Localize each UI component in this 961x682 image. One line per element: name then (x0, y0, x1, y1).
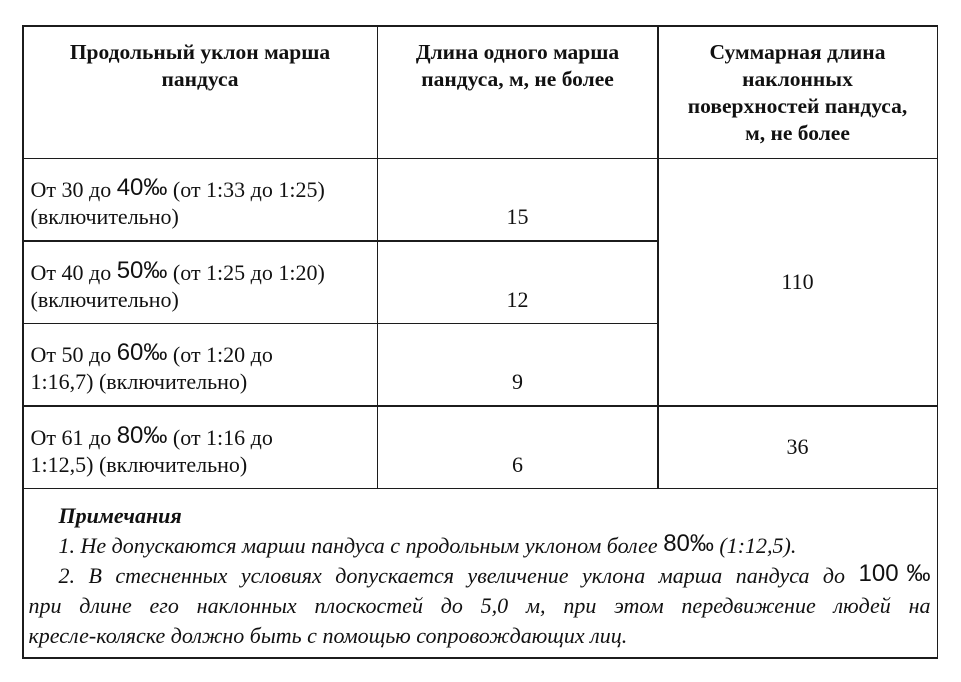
header-slope (24, 27, 377, 158)
row-1-march-length (378, 159, 657, 240)
march-length-value: 12 (506, 286, 529, 312)
notes-title: Примечания (58, 503, 182, 528)
note-1-suffix: (1:12,5). (713, 533, 797, 558)
note-2-value: 100‰ (858, 560, 931, 587)
slope-value: 50‰ (116, 256, 168, 284)
slope-prefix: От 50 до (30, 342, 117, 367)
slope-prefix: От 30 до (30, 177, 117, 202)
note-1-value: 80‰ (663, 530, 714, 557)
slope-prefix: От 61 до (30, 424, 117, 450)
total-length-row-4 (659, 407, 937, 488)
note-2-line-3: кресле-коляске должно быть с помощью сопровождающих лиц. (28, 623, 628, 648)
header-total-length (659, 27, 937, 158)
total-length-value: 110 (781, 269, 814, 294)
header-march-length-line: Длина одного марша (415, 39, 620, 64)
notes-section (24, 489, 937, 657)
row-4-slope (24, 407, 377, 488)
slope-suffix: (от 1:16 до (167, 424, 273, 450)
slope-suffix: (от 1:20 до (167, 342, 273, 367)
slope-line-2: (включительно) (30, 204, 179, 229)
total-length-rows-1-3 (659, 159, 937, 405)
row-1-slope (24, 159, 377, 240)
slope-value: 80‰ (116, 421, 168, 449)
slope-value: 40‰ (116, 174, 168, 201)
slope-line-1 (30, 421, 377, 451)
march-length-value: 6 (512, 451, 523, 477)
slope-suffix: (от 1:25 до 1:20) (167, 259, 325, 285)
row-2-march-length (378, 242, 657, 323)
note-1-text: 1. Не допускаются марши пандуса с продольным уклоном более (58, 533, 664, 558)
row-3-slope (24, 324, 377, 405)
march-length-value: 15 (506, 204, 529, 229)
header-slope-line: Продольный уклон марша (69, 39, 331, 64)
row-2-slope (24, 242, 377, 323)
march-length-value: 9 (512, 369, 523, 394)
row-4-march-length (378, 407, 657, 488)
slope-line-1 (31, 176, 377, 203)
slope-line-2: 1:16,7) (включительно) (30, 369, 248, 394)
header-slope-line: пандуса (161, 66, 239, 91)
slope-line-2: 1:12,5) (включительно) (30, 451, 248, 477)
header-march-length (378, 27, 657, 158)
note-1 (29, 531, 931, 561)
ramp-slope-table (22, 25, 938, 659)
total-length-value: 36 (786, 434, 809, 459)
slope-line-1 (31, 341, 377, 368)
header-total-length-line: поверхностей пандуса, (687, 93, 908, 118)
note-2-text: 2. В стесненных условиях допускается увеличение уклона марша пандуса до (58, 563, 859, 588)
header-total-length-line: Суммарная длина (709, 39, 886, 64)
note-2-line-1 (29, 561, 931, 591)
note-2-line-2: при длине его наклонных плоскостей до 5,0 м, при этом передвижение людей на (28, 593, 931, 618)
header-total-length-line: м, не более (745, 120, 850, 145)
slope-value: 60‰ (116, 339, 168, 366)
slope-prefix: От 40 до (30, 259, 117, 285)
header-march-length-line: пандуса, м, не более (421, 66, 614, 91)
slope-suffix: (от 1:33 до 1:25) (167, 177, 325, 202)
slope-line-1 (30, 256, 377, 286)
slope-line-2: (включительно) (30, 286, 179, 312)
row-3-march-length (378, 324, 657, 405)
header-total-length-line: наклонных (742, 66, 853, 91)
